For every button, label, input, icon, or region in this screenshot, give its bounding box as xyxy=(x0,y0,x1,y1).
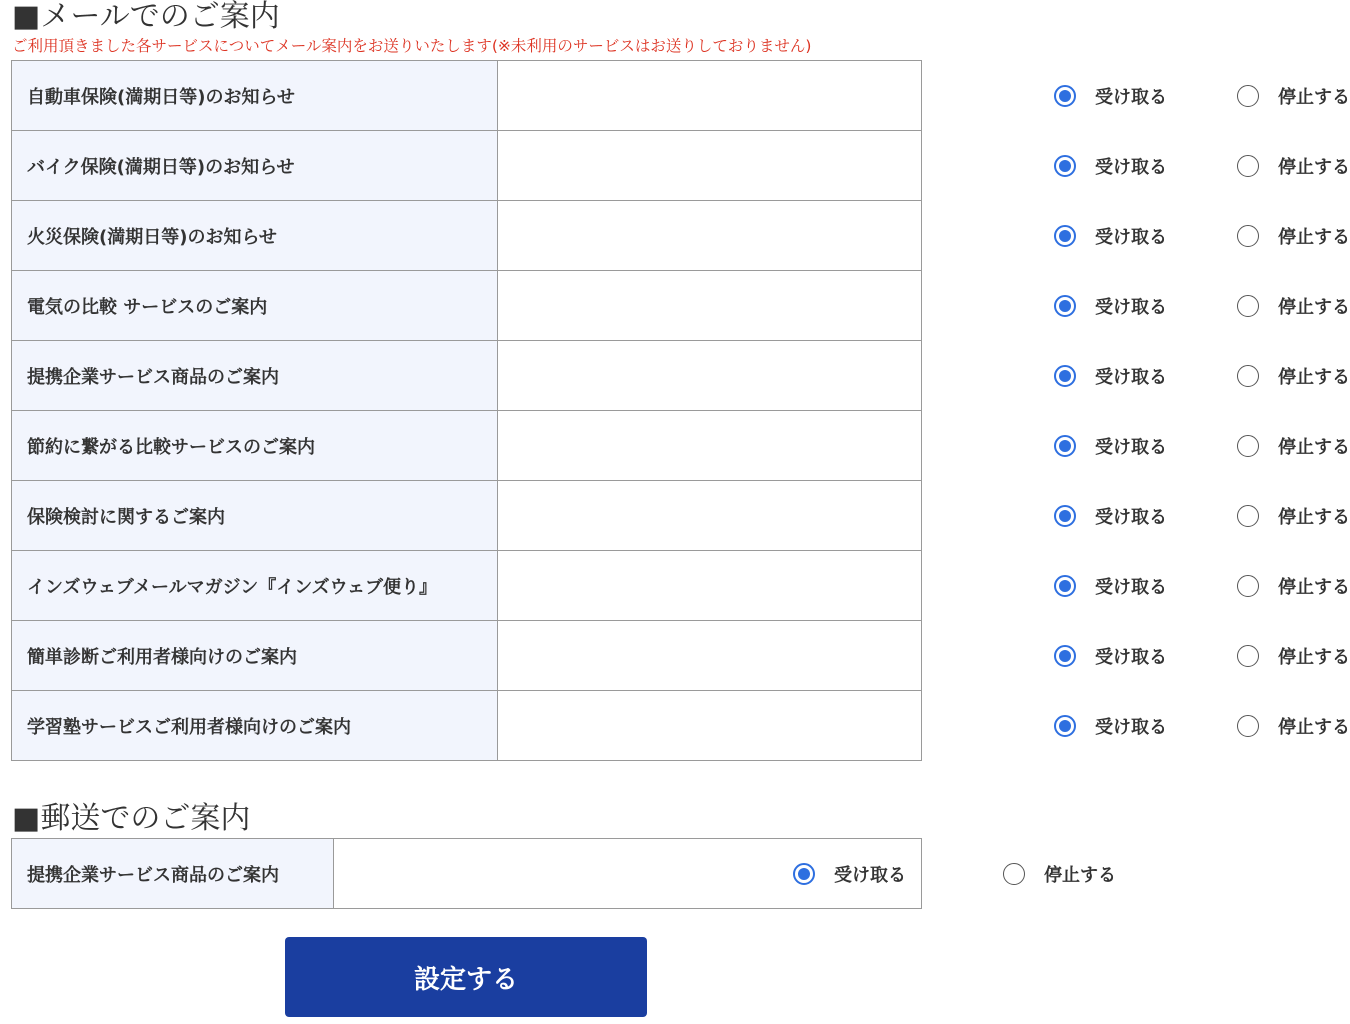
receive-radio-label[interactable]: 受け取る xyxy=(1095,156,1167,178)
stop-radio-button[interactable] xyxy=(1237,575,1259,597)
receive-radio-button[interactable] xyxy=(1054,575,1076,597)
stop-radio-label[interactable]: 停止する xyxy=(1278,576,1350,598)
stop-radio-button[interactable] xyxy=(1237,155,1259,177)
stop-radio-label[interactable]: 停止する xyxy=(1044,864,1116,886)
postal-option-row xyxy=(12,839,922,909)
stop-radio-label[interactable]: 停止する xyxy=(1278,506,1350,528)
receive-radio-label[interactable]: 受け取る xyxy=(1095,506,1167,528)
option-choice-cell xyxy=(498,271,1350,341)
email-option-row xyxy=(12,411,922,481)
email-option-row xyxy=(12,341,922,411)
receive-radio-option[interactable] xyxy=(1054,363,1167,389)
receive-radio-option[interactable] xyxy=(1054,293,1167,319)
receive-radio-option[interactable] xyxy=(1054,153,1167,179)
option-choice-cell xyxy=(498,131,1350,201)
postal-section-title: ■郵送でのご案内 xyxy=(12,801,251,836)
receive-radio-button[interactable] xyxy=(1054,715,1076,737)
option-label: 簡単診断ご利用者様向けのご案内 xyxy=(12,621,498,691)
stop-radio-label[interactable]: 停止する xyxy=(1278,716,1350,738)
option-choice-cell xyxy=(498,411,1350,481)
stop-radio-option[interactable] xyxy=(1237,503,1350,529)
email-options-table xyxy=(11,60,1350,761)
receive-radio-option[interactable] xyxy=(1054,83,1167,109)
stop-radio-option[interactable] xyxy=(1237,713,1350,739)
email-section-note: ご利用頂きました各サービスについてメール案内をお送りいたします(※未利用のサービスはお送りしておりません) xyxy=(12,37,812,55)
stop-radio-option[interactable] xyxy=(1237,223,1350,249)
receive-radio-button[interactable] xyxy=(793,863,815,885)
email-option-row xyxy=(12,481,922,551)
stop-radio-button[interactable] xyxy=(1237,295,1259,317)
receive-radio-label[interactable]: 受け取る xyxy=(1095,646,1167,668)
option-choice-cell xyxy=(498,341,1350,411)
email-option-row xyxy=(12,201,922,271)
email-option-row xyxy=(12,551,922,621)
option-label: 提携企業サービス商品のご案内 xyxy=(12,341,498,411)
stop-radio-button[interactable] xyxy=(1237,505,1259,527)
receive-radio-label[interactable]: 受け取る xyxy=(1095,716,1167,738)
receive-radio-option[interactable] xyxy=(793,861,906,887)
stop-radio-option[interactable] xyxy=(1003,861,1116,887)
option-label: 電気の比較 サービスのご案内 xyxy=(12,271,498,341)
stop-radio-button[interactable] xyxy=(1003,863,1025,885)
option-choice-cell xyxy=(498,201,1350,271)
stop-radio-label[interactable]: 停止する xyxy=(1278,436,1350,458)
email-option-row xyxy=(12,61,922,131)
option-label: 節約に繋がる比較サービスのご案内 xyxy=(12,411,498,481)
receive-radio-button[interactable] xyxy=(1054,505,1076,527)
receive-radio-button[interactable] xyxy=(1054,435,1076,457)
receive-radio-button[interactable] xyxy=(1054,155,1076,177)
option-choice-cell xyxy=(498,621,1350,691)
receive-radio-label[interactable]: 受け取る xyxy=(1095,436,1167,458)
option-label: インズウェブメールマガジン『インズウェブ便り』 xyxy=(12,551,498,621)
email-option-row xyxy=(12,691,922,761)
receive-radio-option[interactable] xyxy=(1054,503,1167,529)
option-choice-cell xyxy=(498,481,1350,551)
option-label: 学習塾サービスご利用者様向けのご案内 xyxy=(12,691,498,761)
option-label: 提携企業サービス商品のご案内 xyxy=(12,839,334,909)
receive-radio-label[interactable]: 受け取る xyxy=(1095,226,1167,248)
submit-button[interactable]: 設定する xyxy=(285,937,647,1017)
receive-radio-button[interactable] xyxy=(1054,365,1076,387)
receive-radio-button[interactable] xyxy=(1054,85,1076,107)
option-choice-cell xyxy=(334,839,1116,909)
stop-radio-button[interactable] xyxy=(1237,715,1259,737)
receive-radio-label[interactable]: 受け取る xyxy=(1095,86,1167,108)
receive-radio-option[interactable] xyxy=(1054,573,1167,599)
stop-radio-option[interactable] xyxy=(1237,153,1350,179)
stop-radio-option[interactable] xyxy=(1237,643,1350,669)
stop-radio-option[interactable] xyxy=(1237,363,1350,389)
email-option-row xyxy=(12,131,922,201)
receive-radio-label[interactable]: 受け取る xyxy=(1095,576,1167,598)
postal-options-table xyxy=(11,838,1116,909)
stop-radio-label[interactable]: 停止する xyxy=(1278,646,1350,668)
email-option-row xyxy=(12,621,922,691)
stop-radio-label[interactable]: 停止する xyxy=(1278,226,1350,248)
receive-radio-option[interactable] xyxy=(1054,713,1167,739)
receive-radio-option[interactable] xyxy=(1054,223,1167,249)
stop-radio-button[interactable] xyxy=(1237,85,1259,107)
stop-radio-button[interactable] xyxy=(1237,645,1259,667)
stop-radio-option[interactable] xyxy=(1237,573,1350,599)
email-section-title: ■メールでのご案内 xyxy=(12,0,280,34)
stop-radio-button[interactable] xyxy=(1237,435,1259,457)
receive-radio-label[interactable]: 受け取る xyxy=(834,864,906,886)
stop-radio-button[interactable] xyxy=(1237,365,1259,387)
option-choice-cell xyxy=(498,691,1350,761)
option-label: 自動車保険(満期日等)のお知らせ xyxy=(12,61,498,131)
receive-radio-button[interactable] xyxy=(1054,225,1076,247)
receive-radio-button[interactable] xyxy=(1054,645,1076,667)
option-label: 火災保険(満期日等)のお知らせ xyxy=(12,201,498,271)
receive-radio-button[interactable] xyxy=(1054,295,1076,317)
stop-radio-label[interactable]: 停止する xyxy=(1278,156,1350,178)
stop-radio-option[interactable] xyxy=(1237,433,1350,459)
stop-radio-option[interactable] xyxy=(1237,293,1350,319)
stop-radio-button[interactable] xyxy=(1237,225,1259,247)
option-label: 保険検討に関するご案内 xyxy=(12,481,498,551)
stop-radio-label[interactable]: 停止する xyxy=(1278,366,1350,388)
receive-radio-label[interactable]: 受け取る xyxy=(1095,366,1167,388)
receive-radio-option[interactable] xyxy=(1054,643,1167,669)
email-option-row xyxy=(12,271,922,341)
stop-radio-label[interactable]: 停止する xyxy=(1278,296,1350,318)
receive-radio-label[interactable]: 受け取る xyxy=(1095,296,1167,318)
receive-radio-option[interactable] xyxy=(1054,433,1167,459)
option-choice-cell xyxy=(498,551,1350,621)
option-label: バイク保険(満期日等)のお知らせ xyxy=(12,131,498,201)
option-choice-cell xyxy=(498,61,1350,131)
stop-radio-option[interactable] xyxy=(1237,83,1350,109)
stop-radio-label[interactable]: 停止する xyxy=(1278,86,1350,108)
